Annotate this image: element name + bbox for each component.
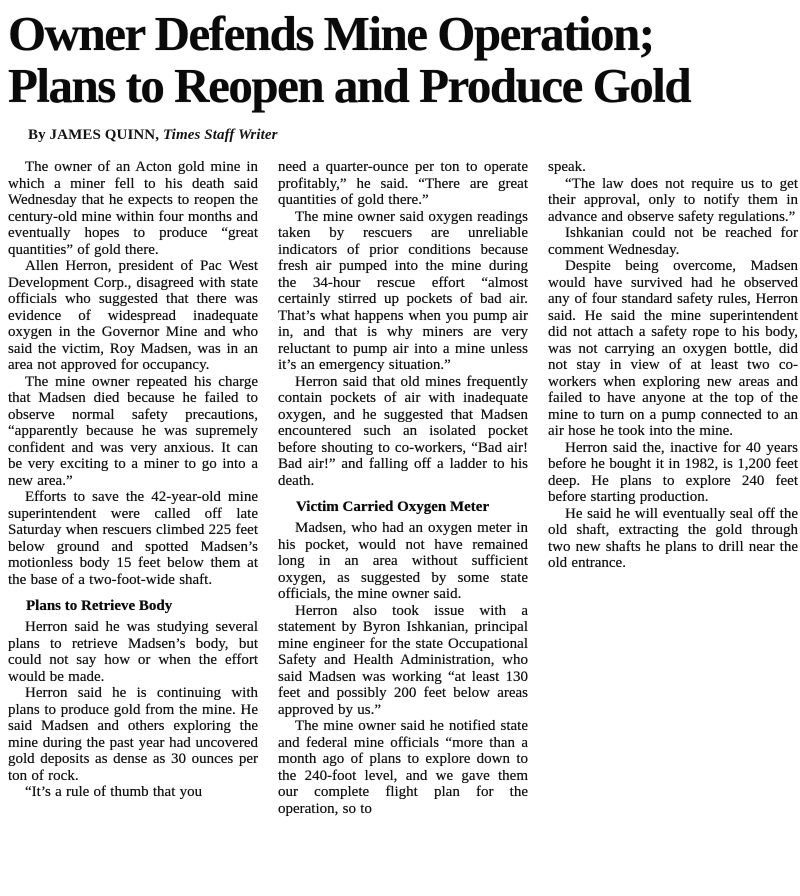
paragraph: Ishkanian could not be reached for comment Wednesday.: [548, 225, 798, 258]
paragraph: The mine owner said oxygen readings taken by rescuers are unreliable indicators of prior conditions because fresh air pumped into the mine during the 34-hour rescue effort “almost certainly stirred up pockets of bad air. That’s what happens when you pump air in, and that is why miners are very reluctant to pump air into a mine unless it’s an emergency situation.”: [278, 208, 528, 373]
paragraph: Efforts to save the 42-year-old mine superintendent were called off late Saturday when rescuers climbed 225 feet below ground and spotted Madsen’s motionless body 15 feet below them at the base of a two-foot-wide shaft.: [8, 489, 258, 588]
headline-line-1: Owner Defends Mine Operation;: [8, 6, 654, 61]
paragraph-continuation: need a quarter-ounce per ton to operate profitably,” he said. “There are great quantities of gold there.”: [278, 159, 528, 208]
paragraph: Madsen, who had an oxygen meter in his pocket, would not have remained long in an area without sufficient oxygen, as suggested by some state officials, the mine owner said.: [278, 520, 528, 602]
paragraph: Herron also took issue with a statement by Byron Ishkanian, principal mine engineer for the state Occupational Safety and Health Administration, who said Madsen was working “at least 130 feet and possibly 200 feet below areas approved by us.”: [278, 602, 528, 718]
paragraph: Herron said he is continuing with plans to produce gold from the mine. He said Madsen and others exploring the mine during the past year had uncovered gold deposits as dense as 30 ounces per ton of rock.: [8, 685, 258, 784]
paragraph: “The law does not require us to get their approval, only to notify them in advance and observe safety regulations.”: [548, 175, 798, 225]
byline-role: Times Staff Writer: [162, 127, 278, 143]
subhead-victim-carried-oxygen-meter: Victim Carried Oxygen Meter: [296, 499, 490, 515]
paragraph: “It’s a rule of thumb that you: [25, 784, 203, 800]
byline: [28, 127, 800, 144]
paragraph-continuation: speak.: [548, 159, 586, 175]
column-2: [278, 159, 528, 817]
paragraph: Despite being overcome, Madsen would have survived had he observed any of four standard safety rules, Herron said. He said the mine superintendent did not attach a safety rope to his body, was not carrying an oxygen bottle, did not stay in view of at least two co-workers when exploring new areas and failed to have anyone at the top of the mine to turn on a pump connected to an air hose he took into the mine.: [548, 258, 798, 439]
paragraph: Herron said the, inactive for 40 years before he bought it in 1982, is 1,200 feet deep. He plans to explore 240 feet before starting production.: [548, 439, 798, 505]
paragraph: The mine owner said he notified state and federal mine officials “more than a month ago of plans to explore down to the 240-foot level, and we gave them our complete flight plan for the operation, so to: [278, 718, 528, 817]
byline-author: By JAMES QUINN,: [28, 127, 160, 143]
article-headline: [0, 0, 800, 112]
column-1: [8, 159, 258, 817]
paragraph: The mine owner repeated his charge that Madsen died because he failed to observe normal safety precautions, “apparently because he was supremely confident and was very anxious. It can be very exciting to a miner to go into a new area.”: [8, 373, 258, 489]
paragraph: Herron said he was studying several plans to retrieve Madsen’s body, but could not say how or when the effort would be made.: [8, 619, 258, 685]
column-3: [548, 159, 798, 817]
article-columns: [0, 144, 800, 817]
paragraph: He said he will eventually seal off the old shaft, extracting the gold through two new shafts he plans to drill near the old entrance.: [548, 505, 798, 571]
headline-line-2: Plans to Reopen and Produce Gold: [8, 58, 691, 113]
paragraph: Herron said that old mines frequently contain pockets of air with inadequate oxygen, and he suggested that Madsen encountered such an isolated pocket before shouting to co-workers, “Bad air! Bad air!” and falling off a ladder to his death.: [278, 373, 528, 489]
paragraph: Allen Herron, president of Pac West Development Corp., disagreed with state officials who suggested that there was evidence of widespread inadequate oxygen in the Governor Mine and who said the victim, Roy Madsen, was in an area not approved for occupancy.: [8, 258, 258, 373]
paragraph: The owner of an Acton gold mine in which a miner fell to his death said Wednesday that he expects to reopen the century-old mine within four months and eventually hopes to produce “great quantities” of gold there.: [8, 159, 258, 258]
subhead-plans-to-retrieve-body: Plans to Retrieve Body: [26, 598, 173, 614]
